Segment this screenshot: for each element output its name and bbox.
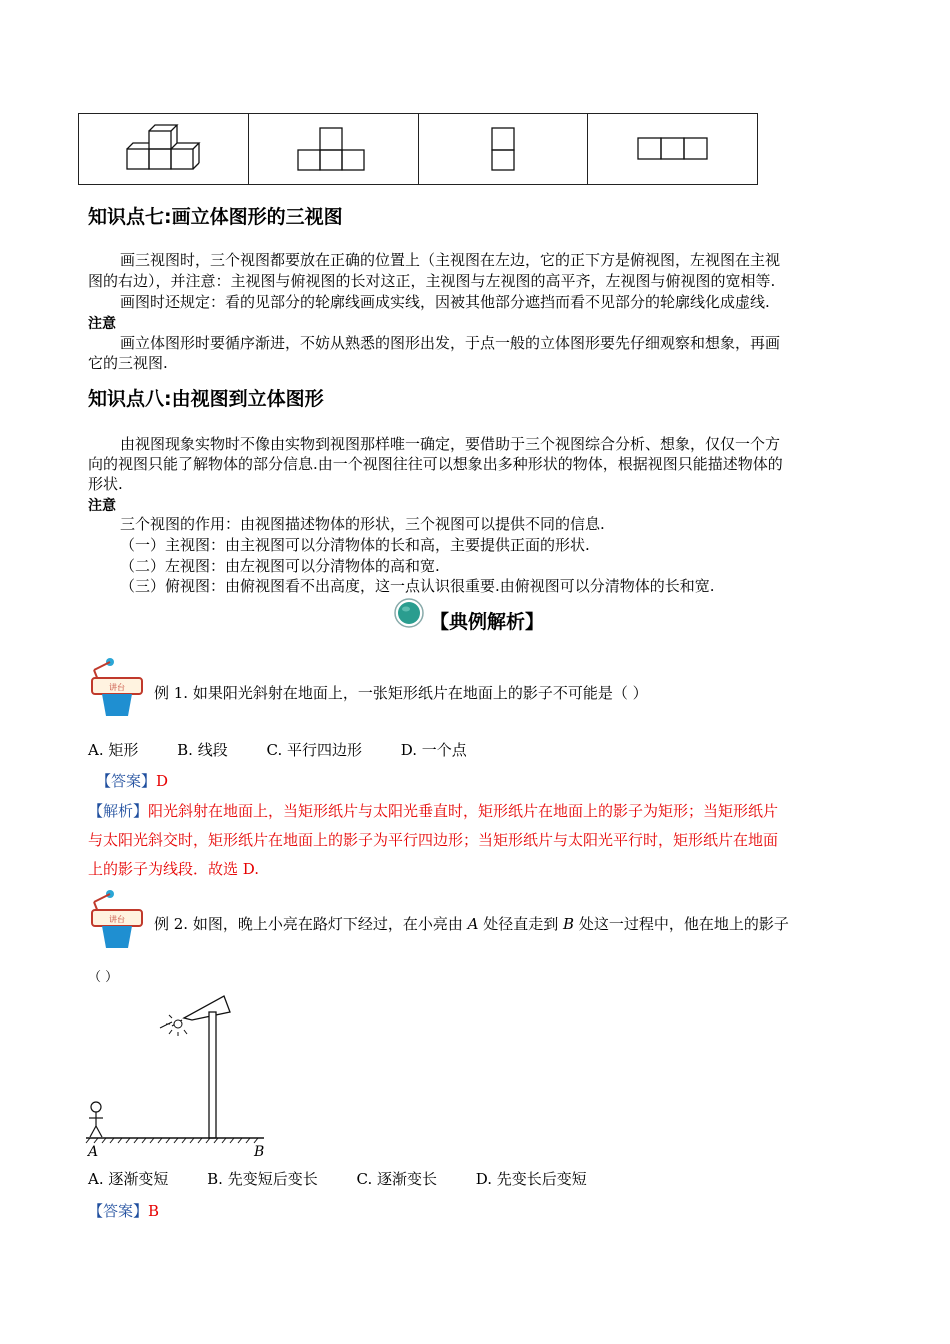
example1-analysis-label: 【解析】 xyxy=(88,802,149,820)
lectern-badge-icon xyxy=(88,656,148,718)
section8-p1-line3: 形状. xyxy=(88,475,123,493)
section8-p1-line1: 由视图现象实物时不像由实物到视图那样唯一确定，要借助于三个视图综合分析、想象，仅仅一个方 xyxy=(120,435,781,453)
examples-title: 【典例解析】 xyxy=(430,611,545,633)
side-view-squares-icon xyxy=(483,124,523,174)
front-view-squares-icon xyxy=(293,124,373,174)
section8-note-line3: （二）左视图：由左视图可以分清物体的高和宽. xyxy=(120,557,440,575)
section8-p1-line2: 向的视图只能了解物体的部分信息.由一个视图往往可以想象出多种形状的物体，根据视图只能描述物体的 xyxy=(88,455,783,473)
section7-title: 知识点七:画立体图形的三视图 xyxy=(88,206,343,228)
badge-text: 讲台 xyxy=(109,683,125,692)
lectern-badge-icon xyxy=(88,888,148,950)
example2-point-b: B xyxy=(563,915,575,933)
table-cell-side-view xyxy=(418,114,588,185)
example2-option-a: A. 逐渐变短 xyxy=(88,1170,169,1188)
badge-text: 讲台 xyxy=(109,915,125,924)
lamp-pole xyxy=(209,1012,216,1138)
section8-note-line4: （三）俯视图：由俯视图看不出高度，这一点认识很重要.由俯视图可以分清物体的长和宽. xyxy=(120,577,715,595)
example2-answer-value: B xyxy=(148,1202,160,1220)
example2-option-c: C. 逐渐变长 xyxy=(356,1170,437,1188)
example1-answer-label: 【答案】 xyxy=(96,772,157,790)
views-table xyxy=(78,113,758,185)
example1-analysis-line2: 与太阳光斜交时，矩形纸片在地面上的影子为平行四边形；当矩形纸片与太阳光平行时，矩形纸片在地面 xyxy=(88,831,779,849)
example1-options xyxy=(88,740,467,760)
person-icon xyxy=(89,1102,103,1137)
lamp-shade-icon xyxy=(184,996,230,1020)
example2-option-d: D. 先变长后变短 xyxy=(475,1170,587,1188)
example2-options xyxy=(88,1169,587,1189)
section7-p1-line1: 画三视图时，三个视图都要放在正确的位置上（主视图在左边，它的正下方是俯视图，左视图在主视 xyxy=(120,251,781,269)
section8-title: 知识点八:由视图到立体图形 xyxy=(88,388,324,410)
example1-answer-value: D xyxy=(156,772,169,790)
top-view-squares-icon xyxy=(633,134,713,164)
example2-question xyxy=(154,914,789,934)
example2-question-post: 处这一过程中，他在地上的影子 xyxy=(574,915,789,933)
table-cell-front-stacked xyxy=(79,114,249,185)
example1-answer xyxy=(96,770,168,791)
section7-p1-line2: 图的右边），并注意：主视图与俯视图的长对这正，主视图与左视图的高平齐，左视图与俯视图的宽相等. xyxy=(88,272,776,290)
front-view-stacked-cubes-icon xyxy=(123,123,203,175)
table-cell-front-view xyxy=(248,114,418,185)
example1-option-d: D. 一个点 xyxy=(400,741,467,759)
section8-note-line2: （一）主视图：由主视图可以分清物体的长和高，主要提供正面的形状. xyxy=(120,536,590,554)
figure-label-a: A xyxy=(88,1144,99,1160)
example2-paren: （ ） xyxy=(88,970,119,985)
example2-question-pre: 例 2. 如图，晚上小亮在路灯下经过，在小亮由 xyxy=(154,915,468,933)
example2-option-b: B. 先变短后变长 xyxy=(207,1170,318,1188)
table-cell-top-view xyxy=(588,114,758,185)
example2-answer xyxy=(88,1200,159,1221)
example1-analysis-line3: 上的影子为线段．故选 D. xyxy=(88,860,260,878)
section7-p3-line1: 画立体图形时要循序渐进，不妨从熟悉的图形出发，于点一般的立体图形要先仔细观察和想象，再画 xyxy=(120,334,781,352)
example1-option-c: C. 平行四边形 xyxy=(266,741,362,759)
example2-answer-label: 【答案】 xyxy=(88,1202,149,1220)
example1-analysis-line1 xyxy=(88,801,778,821)
streetlight-figure xyxy=(84,990,274,1160)
example2-point-a: A xyxy=(467,915,479,933)
example2-question-mid: 处径直走到 xyxy=(478,915,564,933)
teal-circle-icon xyxy=(393,597,425,629)
section8-note-label: 注意 xyxy=(88,498,116,514)
example1-option-b: B. 线段 xyxy=(177,741,228,759)
example1-question: 例 1. 如果阳光斜射在地面上，一张矩形纸片在地面上的影子不可能是（ ） xyxy=(154,684,648,702)
example1-option-a: A. 矩形 xyxy=(88,741,139,759)
section8-note-line1: 三个视图的作用：由视图描述物体的形状，三个视图可以提供不同的信息. xyxy=(120,515,605,533)
example1-analysis-text1: 阳光斜射在地面上，当矩形纸片与太阳光垂直时，矩形纸片在地面上的影子为矩形；当矩形纸片 xyxy=(148,802,779,820)
section7-p3-line2: 它的三视图. xyxy=(88,354,168,372)
figure-label-b: B xyxy=(254,1144,265,1160)
section7-p2: 画图时还规定：看的见部分的轮廓线画成实线，因被其他部分遮挡而看不见部分的轮廓线化成虚线. xyxy=(120,293,770,311)
section7-note-label: 注意 xyxy=(88,316,116,332)
